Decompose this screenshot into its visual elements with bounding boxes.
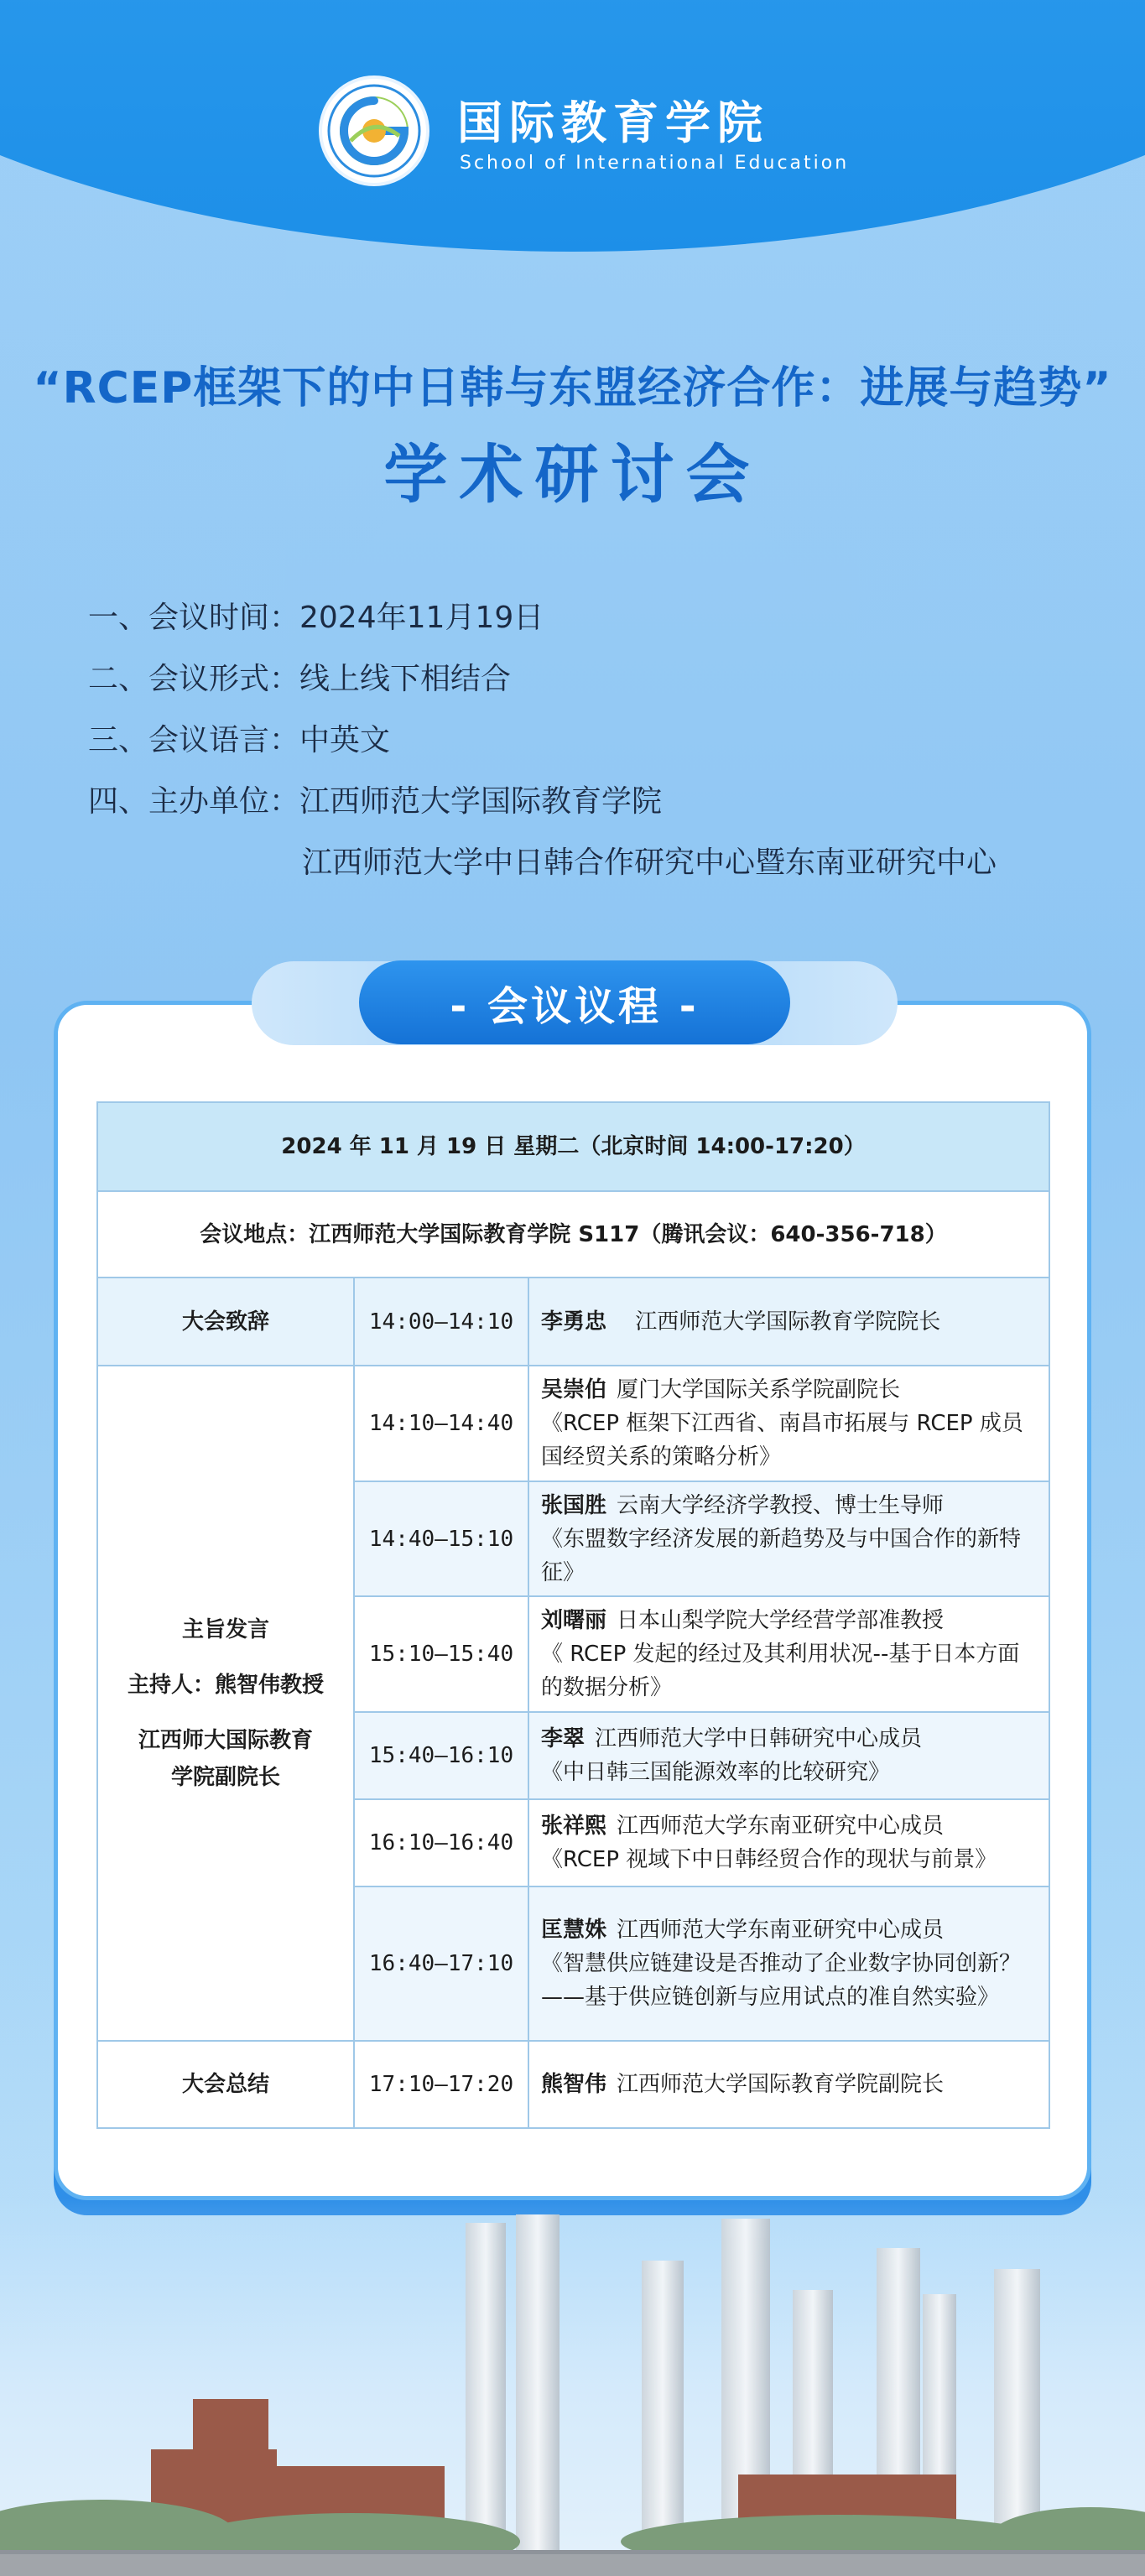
table-row [97, 2041, 1049, 2128]
table-row [97, 1278, 1049, 1366]
agenda-heading: - 会议议程 - [359, 960, 790, 1044]
campus-skyline-image [0, 2198, 1145, 2576]
agenda-table [96, 1101, 1050, 2129]
speaker-cell [528, 1886, 1049, 2041]
talk-title: 《东盟数字经济发展的新趋势及与中国合作的新特征》 [541, 1526, 1022, 1585]
speaker-role: 江西师范大学国际教育学院副院长 [617, 2072, 945, 2097]
table-row [97, 1102, 1049, 1191]
date-cell: 2024 年 11 月 19 日 星期二（北京时间 14:00-17:20） [97, 1102, 1049, 1191]
speaker-role: 日本山梨学院大学经营学部准教授 [617, 1608, 945, 1633]
table-row [97, 1191, 1049, 1278]
speaker-cell [528, 2041, 1049, 2128]
time-cell: 15:40—16:10 [354, 1712, 528, 1799]
talk-title: 《中日韩三国能源效率的比较研究》 [541, 1760, 891, 1785]
talk-title: 《RCEP 视域下中日韩经贸合作的现状与前景》 [541, 1847, 997, 1872]
info-format: 二、会议形式：线上线下相结合 [88, 662, 512, 696]
section-closing: 大会总结 [97, 2041, 354, 2128]
speaker-role: 江西师范大学东南亚研究中心成员 [617, 1918, 945, 1943]
info-language: 三、会议语言：中英文 [88, 723, 391, 757]
speaker-role: 江西师范大学中日韩研究中心成员 [595, 1726, 923, 1751]
event-subtitle: 学术研讨会 [383, 437, 762, 512]
speaker-name: 张祥熙 [541, 1814, 607, 1839]
conference-info [88, 597, 1111, 903]
talk-title: 《 RCEP 发起的经过及其利用状况--基于日本方面的数据分析》 [541, 1642, 1020, 1700]
speaker-role: 云南大学经济学教授、博士生导师 [617, 1492, 945, 1518]
time-cell: 16:40—17:10 [354, 1886, 528, 2041]
school-name-cn: 国际教育学院 [457, 96, 769, 149]
time-cell: 14:40—15:10 [354, 1481, 528, 1596]
info-organizer-2: 江西师范大学中日韩合作研究中心暨东南亚研究中心 [302, 846, 997, 880]
time-cell: 16:10—16:40 [354, 1799, 528, 1886]
table-row [97, 1366, 1049, 1481]
time-cell: 15:10—15:40 [354, 1596, 528, 1712]
speaker-name: 吴崇伯 [541, 1377, 607, 1402]
school-name-en: School of International Education [460, 153, 850, 174]
speaker-role: 江西师范大学国际教育学院院长 [635, 1309, 941, 1335]
section-keynote [97, 1366, 354, 2041]
host-title-2: 学院副院长 [170, 1764, 280, 1790]
school-header [0, 75, 1145, 193]
speaker-name: 熊智伟 [541, 2072, 607, 2097]
event-title: “RCEP框架下的中日韩与东盟经济合作：进展与趋势” [33, 363, 1112, 414]
speaker-role: 江西师范大学东南亚研究中心成员 [617, 1814, 945, 1839]
speaker-cell [528, 1596, 1049, 1712]
time-cell: 17:10—17:20 [354, 2041, 528, 2128]
time-cell: 14:00—14:10 [354, 1278, 528, 1366]
speaker-name: 李勇忠 [541, 1309, 607, 1335]
speaker-name: 刘曙丽 [541, 1608, 607, 1633]
host-name: 主持人：熊智伟教授 [127, 1672, 324, 1698]
speaker-name: 张国胜 [541, 1492, 607, 1518]
talk-title: 《智慧供应链建设是否推动了企业数字协同创新？——基于供应链创新与应用试点的准自然实验》 [541, 1951, 1022, 2010]
section-opening: 大会致辞 [97, 1278, 354, 1366]
keynote-label: 主旨发言 [181, 1616, 269, 1642]
location-cell: 会议地点：江西师范大学国际教育学院 S117（腾讯会议：640-356-718） [97, 1191, 1049, 1278]
speaker-cell [528, 1799, 1049, 1886]
speaker-cell [528, 1278, 1049, 1366]
school-logo-icon [319, 75, 429, 186]
speaker-cell [528, 1712, 1049, 1799]
host-title-1: 江西师大国际教育 [138, 1727, 313, 1753]
speaker-role: 厦门大学国际关系学院副院长 [617, 1377, 901, 1402]
time-cell: 14:10—14:40 [354, 1366, 528, 1481]
info-time: 一、会议时间：2024年11月19日 [88, 601, 544, 635]
talk-title: 《RCEP 框架下江西省、南昌市拓展与 RCEP 成员国经贸关系的策略分析》 [541, 1411, 1023, 1470]
speaker-name: 李翠 [541, 1726, 586, 1751]
speaker-name: 匡慧姝 [541, 1918, 607, 1943]
speaker-cell [528, 1366, 1049, 1481]
speaker-cell [528, 1481, 1049, 1596]
info-organizer: 四、主办单位：江西师范大学国际教育学院 [88, 784, 663, 819]
